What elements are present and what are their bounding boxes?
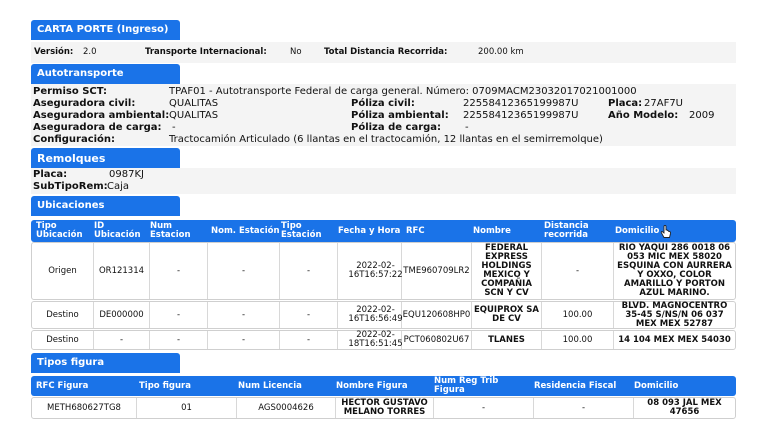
cell-tipo: Origen [32,243,94,299]
th-tipo-ubicacion: Tipo Ubicación [36,221,83,240]
cell-nom-estacion: - [208,331,280,349]
cell-num-estacion: - [150,331,208,349]
cell-nombre: EQUIPROX SA DE CV [472,302,542,328]
th-nom-estacion: Nom. Estación [211,226,280,236]
placa-value: 27AF7U [644,98,683,109]
transporte-label: Transporte Internacional: [145,47,267,57]
th-rfc-figura: RFC Figura [36,381,89,391]
cell-tipo-estacion: - [280,331,338,349]
cell-id: OR121314 [94,243,150,299]
cell-fecha: 2022-02-18T16:51:45 [338,331,402,349]
th-rfc: RFC [406,226,425,236]
cell-num-estacion: - [150,243,208,299]
poliza-amb-label: Póliza ambiental: [351,110,449,121]
cell-distancia: - [542,243,614,299]
cell-nombre-figura: HECTOR GUSTAVO MELANO TORRES [336,398,434,418]
th-domicilio-figura: Domicilio [634,381,679,391]
table-row [31,397,736,419]
anio-value: 2009 [689,110,715,121]
config-value: Tractocamión Articulado (6 llantas en el tractocamión, 12 llantas en el semirremolque) [169,134,603,145]
th-domicilio: Domicilio [615,226,660,236]
autotransporte-header: Autotransporte [31,64,180,84]
aseg-carga-value: - [172,122,176,133]
cell-rfc: EQU120608HP0 [402,302,472,328]
permiso-label: Permiso SCT: [33,86,108,97]
cell-id: - [94,331,150,349]
table-row [31,330,736,350]
cell-rfc-figura: METH680627TG8 [32,398,137,418]
remolque-placa-label: Placa: [33,169,68,180]
transporte-value: No [290,47,302,57]
poliza-civil-value: 22558412365199987U [463,98,579,109]
th-fecha-hora: Fecha y Hora [338,226,401,236]
cell-rfc: TME960709LR2 [402,243,472,299]
th-residencia-fiscal: Residencia Fiscal [534,381,617,391]
cell-distancia: 100.00 [542,331,614,349]
tipos-figura-header: Tipos figura [31,353,180,373]
cell-nom-estacion: - [208,243,280,299]
th-num-reg-trib: Num Reg Trib Figura [434,376,499,395]
cell-nom-estacion: - [208,302,280,328]
hand-pointer-icon [660,225,672,239]
anio-label: Año Modelo: [608,110,679,121]
cell-nombre: FEDERAL EXPRESS HOLDINGS MEXICO Y COMPAÑIA SCN Y CV [472,243,542,299]
table-row [31,301,736,329]
cell-domicilio: BLVD. MAGNOCENTRO 35-45 S/NS/N 06 037 MEX MEX 52787 [621,300,728,329]
cell-tipo: Destino [32,331,94,349]
th-nombre: Nombre [473,226,511,236]
ubicaciones-table-body [31,242,736,350]
subtipo-value: Caja [107,181,130,192]
cell-domicilio: RIO YAQUI 286 0018 06 053 MIC MEX 58020 ESQUINA CON AURRERA Y OXXO, COLOR AMARILLO Y PORTON AZUL MARINO. [617,243,732,298]
poliza-carga-label: Póliza de carga: [351,122,442,133]
cell-domicilio-figura: 08 093 JAL MEX 47656 [647,398,722,417]
cell-rfc: PCT060802U67 [402,331,472,349]
carta-porte-summary [31,42,736,63]
th-distancia: Distancia recorrida [544,221,589,240]
th-num-estacion: Num Estacion [150,221,191,240]
cell-num-reg-trib: - [434,398,534,418]
th-tipo-estacion: Tipo Estación [281,221,322,240]
cell-tipo-estacion: - [280,302,338,328]
ubicaciones-header: Ubicaciones [31,196,180,216]
cell-residencia: - [534,398,634,418]
autotransporte-panel [31,84,736,146]
remolques-header: Remolques [31,148,180,168]
th-nombre-figura: Nombre Figura [336,381,408,391]
permiso-value: TPAF01 - Autotransporte Federal de carga general. Número: 0709MACM23032017021001000 [169,86,637,97]
cell-tipo-estacion: - [280,243,338,299]
carta-porte-header: CARTA PORTE (Ingreso) [31,20,180,40]
aseg-civil-label: Aseguradora civil: [33,98,136,109]
cell-tipo: Destino [32,302,94,328]
cell-nombre: TLANES [472,331,542,349]
th-num-licencia: Num Licencia [238,381,302,391]
cell-num-estacion: - [150,302,208,328]
aseg-amb-label: Aseguradora ambiental: [33,110,170,121]
remolque-placa-value: 0987KJ [109,169,144,180]
cell-id: DE000000 [94,302,150,328]
poliza-amb-value: 22558412365199987U [463,110,579,121]
cell-distancia: 100.00 [542,302,614,328]
poliza-civil-label: Póliza civil: [351,98,415,109]
cell-domicilio: 14 104 MEX MEX 54030 [618,334,731,345]
th-id-ubicacion: ID Ubicación [94,221,141,240]
figura-table-header [31,376,736,396]
cell-fecha: 2022-02-16T16:57:22 [338,243,402,299]
aseg-carga-label: Aseguradora de carga: [33,122,162,133]
placa-label: Placa: [608,98,643,109]
version-value: 2.0 [83,47,97,57]
aseg-civil-value: QUALITAS [169,98,219,109]
figura-table-body [31,397,736,419]
distancia-value: 200.00 km [478,47,524,57]
cell-num-licencia: AGS0004626 [237,398,336,418]
cell-tipo-figura: 01 [137,398,237,418]
ubicaciones-table-header [31,220,736,242]
poliza-carga-value: - [465,122,469,133]
config-label: Configuración: [33,134,116,145]
version-label: Versión: [34,47,74,57]
th-tipo-figura: Tipo figura [139,381,191,391]
distancia-label: Total Distancia Recorrida: [324,47,448,57]
subtipo-label: SubTipoRem: [33,181,108,192]
aseg-amb-value: QUALITAS [169,110,219,121]
remolques-panel [31,168,736,194]
table-row [31,242,736,300]
cell-fecha: 2022-02-16T16:56:49 [338,302,402,328]
